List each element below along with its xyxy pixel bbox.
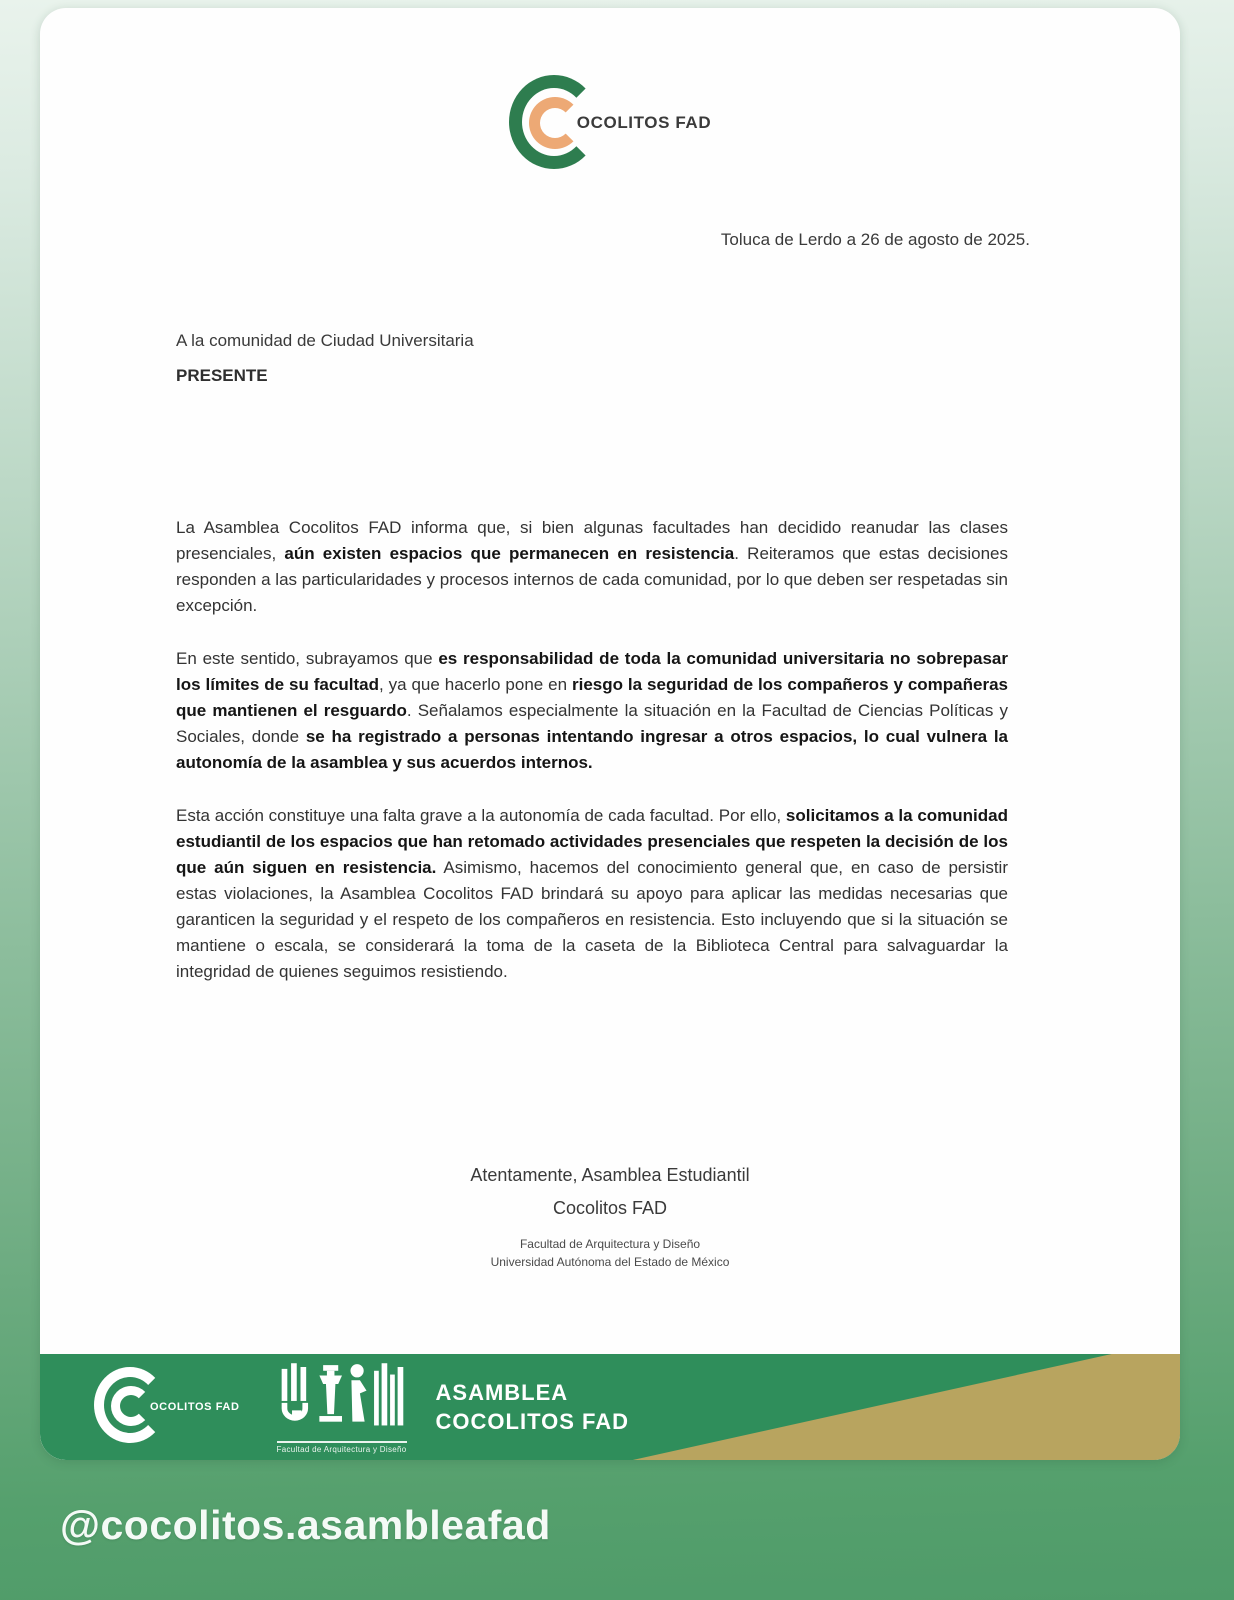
letter-document xyxy=(40,8,1180,1460)
cocolitos-c-logo-white-icon xyxy=(94,1367,170,1447)
org-name xyxy=(436,1378,630,1436)
letter-paragraph: Esta acción constituye una falta grave a la autonomía de cada facultad. Por ello, solicitamos a la comunidad estudiantil de los espacios que han retomado actividades presenciales que respeten la decisión de los que aún siguen en resistencia. Asimismo, hacemos del conocimiento general que, en caso de persistir estas violaciones, la Asamblea Cocolitos FAD brindará su apoyo para aplicar las medidas necesarias que garanticen la seguridad y el respeto de los compañeros en resistencia. Esto incluyendo que si la situación se mantiene o escala, se considerará la toma de la caseta de la Biblioteca Central para salvaguardar la integridad de quienes seguimos resistiendo. xyxy=(176,806,1008,981)
instagram-handle-mention[interactable]: @cocolitos.asambleafad xyxy=(60,1502,551,1548)
fad-logo-block xyxy=(276,1361,408,1454)
recipient-block xyxy=(176,328,474,389)
cocolitos-c-logo-icon xyxy=(509,75,601,171)
date-line: Toluca de Lerdo a 26 de agosto de 2025. xyxy=(720,230,1030,249)
letter-paragraph: En este sentido, subrayamos que es responsabilidad de toda la comunidad universitaria no sobrepasar los límites de su facultad, ya que hacerlo pone en riesgo la seguridad de los compañeros y compañeras que mantienen el resguardo. Señalamos especialmente la situación en la Facultad de Ciencias Políticas y Sociales, donde se ha registrado a personas intentando ingresar a otros espacios, lo cual vulnera la autonomía de la asamblea y sus acuerdos internos. xyxy=(176,649,1008,772)
fad-logo-icon xyxy=(276,1361,408,1439)
fad-logo-caption: Facultad de Arquitectura y Diseño xyxy=(277,1441,407,1454)
letter-paragraphs xyxy=(176,515,1008,1012)
logo-wordmark: OCOLITOS FAD xyxy=(576,113,712,132)
footer-logo-wordmark: OCOLITOS FAD xyxy=(150,1401,240,1413)
footer-content xyxy=(40,1354,1180,1460)
org-name-line-1: ASAMBLEA xyxy=(435,1380,569,1405)
inner-c-ring-white-icon xyxy=(111,1386,151,1426)
org-name-line-2: COCOLITOS FAD xyxy=(435,1409,630,1434)
letter-paragraph: La Asamblea Cocolitos FAD informa que, si bien algunas facultades han decidido reanudar las clases presenciales, aún existen espacios que permanecen en resistencia. Reiteramos que estas decisiones responden a las particularidades y procesos internos de cada comunidad, por lo que deben ser respetadas sin excepción. xyxy=(176,518,1009,615)
inner-c-ring-icon xyxy=(529,97,581,149)
closing-line-4: Universidad Autónoma del Estado de México xyxy=(490,1255,730,1269)
closing-block xyxy=(40,1160,1180,1271)
letter-header xyxy=(40,68,1180,178)
footer-cocolitos-logo xyxy=(94,1367,240,1447)
closing-line-3: Facultad de Arquitectura y Diseño xyxy=(519,1237,701,1251)
recipient-line: A la comunidad de Ciudad Universitaria xyxy=(176,331,474,350)
closing-line-1: Atentamente, Asamblea Estudiantil xyxy=(470,1165,750,1185)
closing-line-2: Cocolitos FAD xyxy=(552,1198,668,1218)
footer-band xyxy=(40,1354,1180,1460)
cocolitos-logo xyxy=(509,75,711,171)
salutation-line: PRESENTE xyxy=(176,366,268,385)
